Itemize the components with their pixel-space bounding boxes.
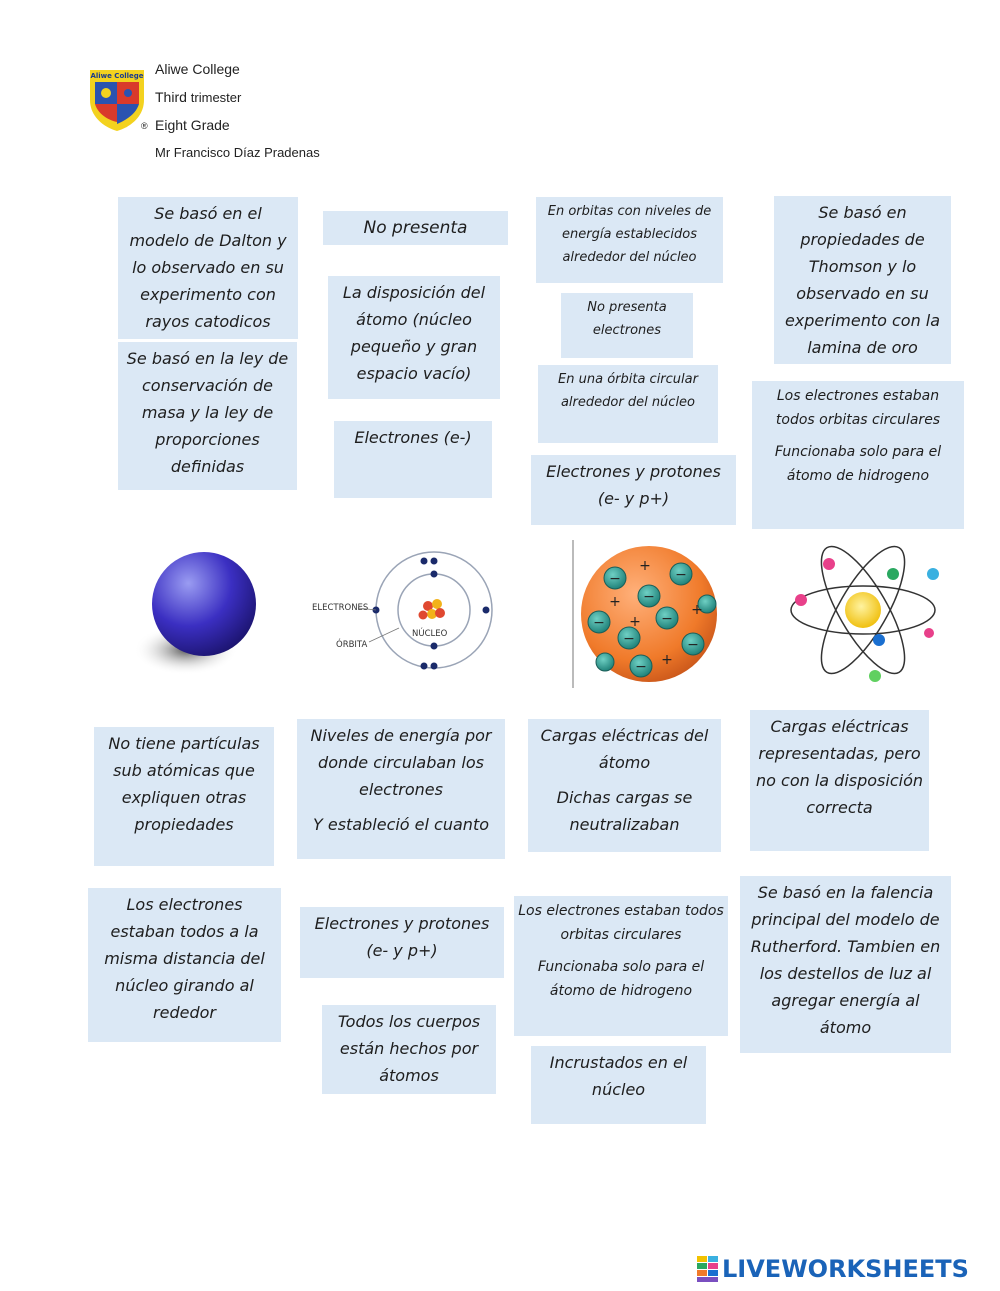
teacher-name: Mr Francisco Díaz Pradenas xyxy=(155,145,320,160)
school-name: Aliwe College xyxy=(155,61,240,77)
svg-text:−: − xyxy=(635,659,647,675)
answer-card-circular-orbit[interactable]: En una órbita circular alrededor del núcleo xyxy=(538,365,718,443)
answer-card-electrons-protons-2[interactable]: Electrones y protones (e- y p+) xyxy=(300,907,504,978)
answer-card-mass-conservation[interactable]: Se basó en la ley de conservación de masa y la ley de proporciones definidas xyxy=(118,342,297,490)
answer-card-no-presenta[interactable]: No presenta xyxy=(323,211,508,245)
answer-card-dalton-thomson-basis[interactable]: Se basó en el modelo de Dalton y lo observado en su experimento con rayos catodicos xyxy=(118,197,298,339)
svg-text:Aliwe College: Aliwe College xyxy=(90,72,144,80)
answer-card-energy-levels-quantum[interactable]: Niveles de energía por donde circulaban los electrones Y estableció el cuanto xyxy=(297,719,505,859)
svg-text:+: + xyxy=(691,602,703,618)
answer-card-electrons[interactable]: Electrones (e-) xyxy=(334,421,492,498)
thomson-plum-pudding-image xyxy=(571,540,723,688)
answer-card-same-distance[interactable]: Los electrones estaban todos a la misma distancia del núcleo girando al rededor xyxy=(88,888,281,1042)
svg-text:+: + xyxy=(629,614,641,630)
dalton-sphere-image xyxy=(130,540,272,685)
answer-card-rutherford-flaw[interactable]: Se basó en la falencia principal del modelo de Rutherford. Tambien en los destellos de luz al agregar energía al átomo xyxy=(740,876,951,1053)
answer-card-all-bodies-atoms[interactable]: Todos los cuerpos están hechos por átomos xyxy=(322,1005,496,1094)
answer-card-embedded-nucleus[interactable]: Incrustados en el núcleo xyxy=(531,1046,706,1124)
answer-card-electrons-protons-1[interactable]: Electrones y protones (e- y p+) xyxy=(531,455,736,525)
answer-card-thomson-gold-foil[interactable]: Se basó en propiedades de Thomson y lo observado en su experimento con la lamina de oro xyxy=(774,196,951,364)
answer-card-electric-charges[interactable]: Cargas eléctricas del átomo Dichas cargas se neutralizaban xyxy=(528,719,721,852)
svg-text:−: − xyxy=(687,637,699,653)
svg-text:−: − xyxy=(609,571,621,587)
school-crest-icon xyxy=(88,66,146,132)
svg-text:ELECTRONES: ELECTRONES xyxy=(312,603,369,613)
svg-text:+: + xyxy=(639,558,651,574)
answer-card-energy-orbits[interactable]: En orbitas con niveles de energía establecidos alrededor del núcleo xyxy=(536,197,723,283)
liveworksheets-logo xyxy=(697,1256,969,1282)
svg-text:−: − xyxy=(593,615,605,631)
svg-text:+: + xyxy=(661,652,673,668)
svg-text:NÚCLEO: NÚCLEO xyxy=(412,629,448,639)
answer-card-no-subatomic[interactable]: No tiene partículas sub atómicas que expliquen otras propiedades xyxy=(94,727,274,866)
liveworksheets-wordmark: LIVEWORKSHEETS xyxy=(722,1255,969,1283)
svg-text:+: + xyxy=(609,594,621,610)
bohr-model-image xyxy=(306,548,496,673)
svg-text:−: − xyxy=(675,567,687,583)
svg-text:ÓRBITA: ÓRBITA xyxy=(336,640,368,650)
svg-text:−: − xyxy=(661,611,673,627)
liveworksheets-blocks-icon xyxy=(697,1256,719,1282)
answer-card-charges-wrong-disposition[interactable]: Cargas eléctricas representadas, pero no con la disposición correcta xyxy=(750,710,929,851)
answer-card-circular-orbits-hydrogen-2[interactable]: Los electrones estaban todos orbitas circulares Funcionaba solo para el átomo de hidrogeno xyxy=(514,896,728,1036)
grade: Eight Grade xyxy=(155,117,230,133)
answer-card-no-electrons[interactable]: No presenta electrones xyxy=(561,293,693,358)
registered-mark: ® xyxy=(141,121,148,131)
answer-card-circular-orbits-hydrogen-1[interactable]: Los electrones estaban todos orbitas circulares Funcionaba solo para el átomo de hidrogeno xyxy=(752,381,964,529)
answer-card-atom-disposition[interactable]: La disposición del átomo (núcleo pequeño y gran espacio vacío) xyxy=(328,276,500,399)
rutherford-atom-image xyxy=(785,538,945,688)
svg-text:−: − xyxy=(643,589,655,605)
svg-text:−: − xyxy=(623,631,635,647)
trimester: Third trimester xyxy=(155,89,242,105)
